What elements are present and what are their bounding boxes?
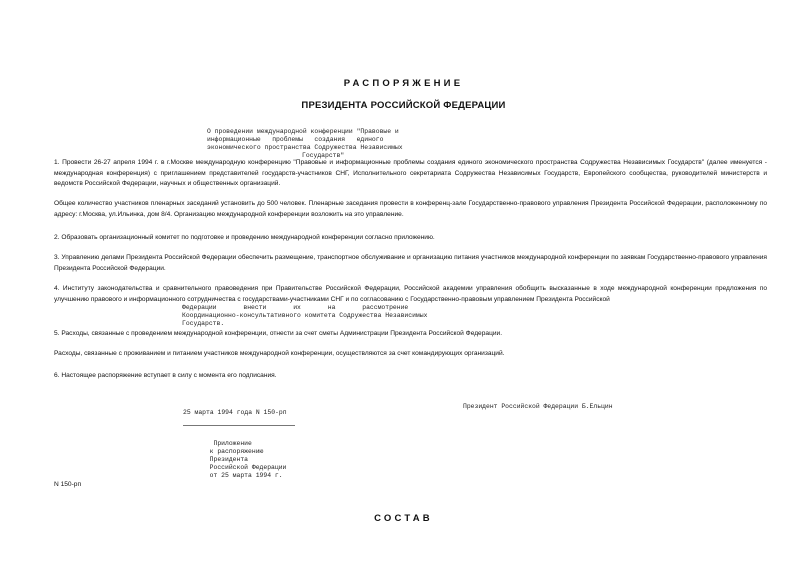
paragraph-5: 5. Расходы, связанные с проведением международной конференции, отнести за счет сметы Администрации Президента Российской Федерации.: [54, 330, 503, 337]
paragraph-4: 4. Институту законодательства и сравнительного правоведения при Правительстве Российской Федерации, Российской академии управления обобщить высказанные в ходе международной конференции предложения по улучшению правового и информационного сотрудничества с государствами-участниками СНГ и по согласованию с Государственно-правовым управлением Президента Российской: [54, 285, 767, 303]
date-number: 25 марта 1994 года N 150-рп: [183, 409, 287, 416]
order-title: РАСПОРЯЖЕНИЕ: [343, 78, 464, 89]
subject-line: экономического пространства Содружества Независимых: [207, 144, 403, 152]
paragraph-1: 1. Провести 26-27 апреля 1994 г. в г.Москве международную конференцию "Правовые и информационные проблемы создания единого экономического пространства Содружества Независимых Государств" (далее именуется - международная конференция) с приглашением представителей государств-участников СНГ, Исполнительного секретариата Содружества Независимых Государств, Европейского сообщества, руководителей министерств и ведомств Российской Федерации, научных и общественных организаций.: [54, 159, 767, 188]
body-text: [54, 158, 767, 190]
subject-line: Государств": [302, 152, 345, 160]
appendix-line: Российской Федерации: [202, 464, 287, 472]
signature: Президент Российской Федерации Б.Ельцин: [463, 403, 613, 410]
insert-line: Государств.: [182, 320, 225, 328]
paragraph-expenses: Расходы, связанные с проживанием и питанием участников международной конференции, осуществляются за счет командирующих организаций.: [54, 350, 505, 357]
insert-line: Федерации внести их на рассмотрение: [182, 304, 409, 311]
paragraph-6: 6. Настоящее распоряжение вступает в силу с момента его подписания.: [54, 372, 277, 379]
appendix-line: от 25 марта 1994 г.: [202, 472, 283, 480]
order-subtitle: ПРЕЗИДЕНТА РОССИЙСКОЙ ФЕДЕРАЦИИ: [301, 100, 506, 111]
appendix-line: Приложение: [202, 440, 252, 447]
insert-block: [182, 304, 472, 328]
subject-line: О проведении международной конференции "Правовые и: [207, 128, 399, 135]
section-title: СОСТАВ: [374, 513, 433, 524]
doc-number: N 150-рп: [54, 481, 82, 488]
body-text: [54, 253, 767, 274]
subject-line: информационные проблемы создания единого: [207, 136, 384, 144]
insert-line: Координационно-консультативного комитета Содружества Независимых: [182, 312, 428, 320]
body-text: [54, 199, 767, 220]
body-text: [54, 284, 767, 305]
appendix-line: Президента: [202, 456, 249, 464]
body-text: [54, 349, 767, 360]
appendix-block: [202, 440, 312, 480]
body-text: [54, 329, 767, 340]
appendix-line: к распоряжению: [202, 448, 264, 456]
body-text: [54, 371, 767, 382]
paragraph-2: 2. Образовать организационный комитет по подготовке и проведению международной конференции согласно приложению.: [54, 234, 435, 241]
paragraph-3: 3. Управлению делами Президента Российской Федерации обеспечить размещение, транспортное обслуживание и организацию питания участников международной конференции по заявкам Государственно-правового управления Президента Российской Федерации.: [54, 254, 767, 272]
paragraph-participants: Общее количество участников пленарных заседаний установить до 500 человек. Пленарные заседания провести в конференц-зале Государственно-правового управления Президента Российской Федерации, расположенному по адресу: г.Москва, ул.Ильинка, дом 8/4. Организацию международной конференции возложить на это управление.: [54, 200, 767, 218]
body-text: [54, 233, 767, 244]
divider: [183, 425, 295, 426]
subject-block: [207, 128, 432, 160]
